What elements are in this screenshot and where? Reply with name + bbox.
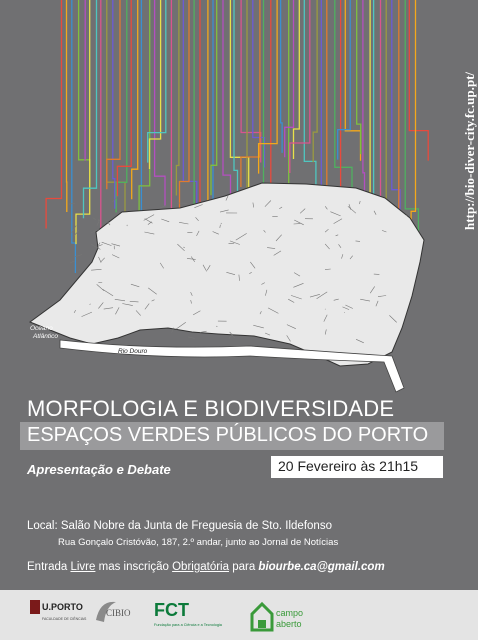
color-line xyxy=(313,0,317,162)
color-line xyxy=(183,0,197,211)
campo-aberto-logo xyxy=(248,590,318,640)
color-line xyxy=(335,0,352,197)
street xyxy=(344,312,345,313)
color-line xyxy=(409,0,428,161)
street xyxy=(188,337,195,339)
fct-logo xyxy=(150,590,240,640)
color-line xyxy=(176,0,179,196)
color-line xyxy=(230,0,248,187)
color-line xyxy=(338,0,351,160)
color-line xyxy=(139,0,150,216)
river-label: Rio Douro xyxy=(118,348,148,355)
svg-text:campo: campo xyxy=(276,608,304,618)
svg-text:FACULDADE DE CIÊNCIAS: FACULDADE DE CIÊNCIAS xyxy=(42,617,87,621)
ocean-label-2: Atlântico xyxy=(33,333,58,340)
email-link[interactable]: biourbe.ca@gmail.com xyxy=(258,561,385,573)
presentation-label: Apresentação e Debate xyxy=(27,462,171,477)
registration-line xyxy=(27,561,385,573)
color-line xyxy=(180,0,190,212)
color-line xyxy=(155,0,165,206)
street xyxy=(70,261,75,264)
color-line xyxy=(79,0,90,190)
uporto-logo xyxy=(28,590,88,640)
color-line xyxy=(211,0,217,195)
street xyxy=(79,270,80,271)
color-line xyxy=(223,0,231,205)
entry-para: para xyxy=(229,561,259,573)
color-line xyxy=(363,0,365,203)
color-line xyxy=(281,0,283,153)
color-line xyxy=(234,0,238,200)
location-label: Local: xyxy=(27,520,61,532)
color-line xyxy=(107,0,125,212)
color-line xyxy=(46,0,61,229)
color-line xyxy=(367,0,370,224)
entry-required: Obrigatória xyxy=(172,561,229,573)
street xyxy=(160,205,166,208)
color-line xyxy=(259,0,278,174)
color-line xyxy=(294,0,300,159)
color-line xyxy=(148,0,166,163)
color-line xyxy=(318,0,321,217)
location-line xyxy=(27,520,332,532)
svg-text:U.PORTO: U.PORTO xyxy=(42,602,83,612)
address-line: Rua Gonçalo Cristóvão, 187, 2.º andar, junto ao Jornal de Notícias xyxy=(58,537,339,548)
street xyxy=(93,218,96,220)
entry-prefix: Entrada xyxy=(27,561,71,573)
color-line xyxy=(405,0,418,239)
color-line xyxy=(345,0,360,161)
location-place: Salão Nobre da Junta de Freguesia de Sto. Ildefonso xyxy=(60,520,332,532)
color-line xyxy=(253,0,265,168)
color-line xyxy=(113,0,115,209)
sponsor-logo-bar xyxy=(0,590,478,640)
cibio-logo xyxy=(88,590,148,640)
entry-free: Livre xyxy=(70,561,96,573)
svg-text:FCT: FCT xyxy=(154,600,189,620)
page-title: MORFOLOGIA E BIODIVERSIDADE xyxy=(27,396,395,421)
color-line xyxy=(132,0,138,199)
ocean-label: Oceano xyxy=(30,325,53,332)
svg-text:Fundação para a Ciência e a Te: Fundação para a Ciência e a Tecnologia xyxy=(154,623,222,627)
svg-text:CIBIO: CIBIO xyxy=(106,608,131,618)
page-subtitle: ESPAÇOS VERDES PÚBLICOS DO PORTO xyxy=(27,424,429,446)
event-date: 20 Fevereiro às 21h15 xyxy=(278,458,419,474)
color-line xyxy=(411,0,415,241)
website-url[interactable]: http://bio-diver-city.fc.up.pt/ xyxy=(462,71,477,230)
color-line xyxy=(241,0,260,187)
svg-text:aberto: aberto xyxy=(276,619,302,629)
entry-middle: mas inscrição xyxy=(95,561,173,573)
